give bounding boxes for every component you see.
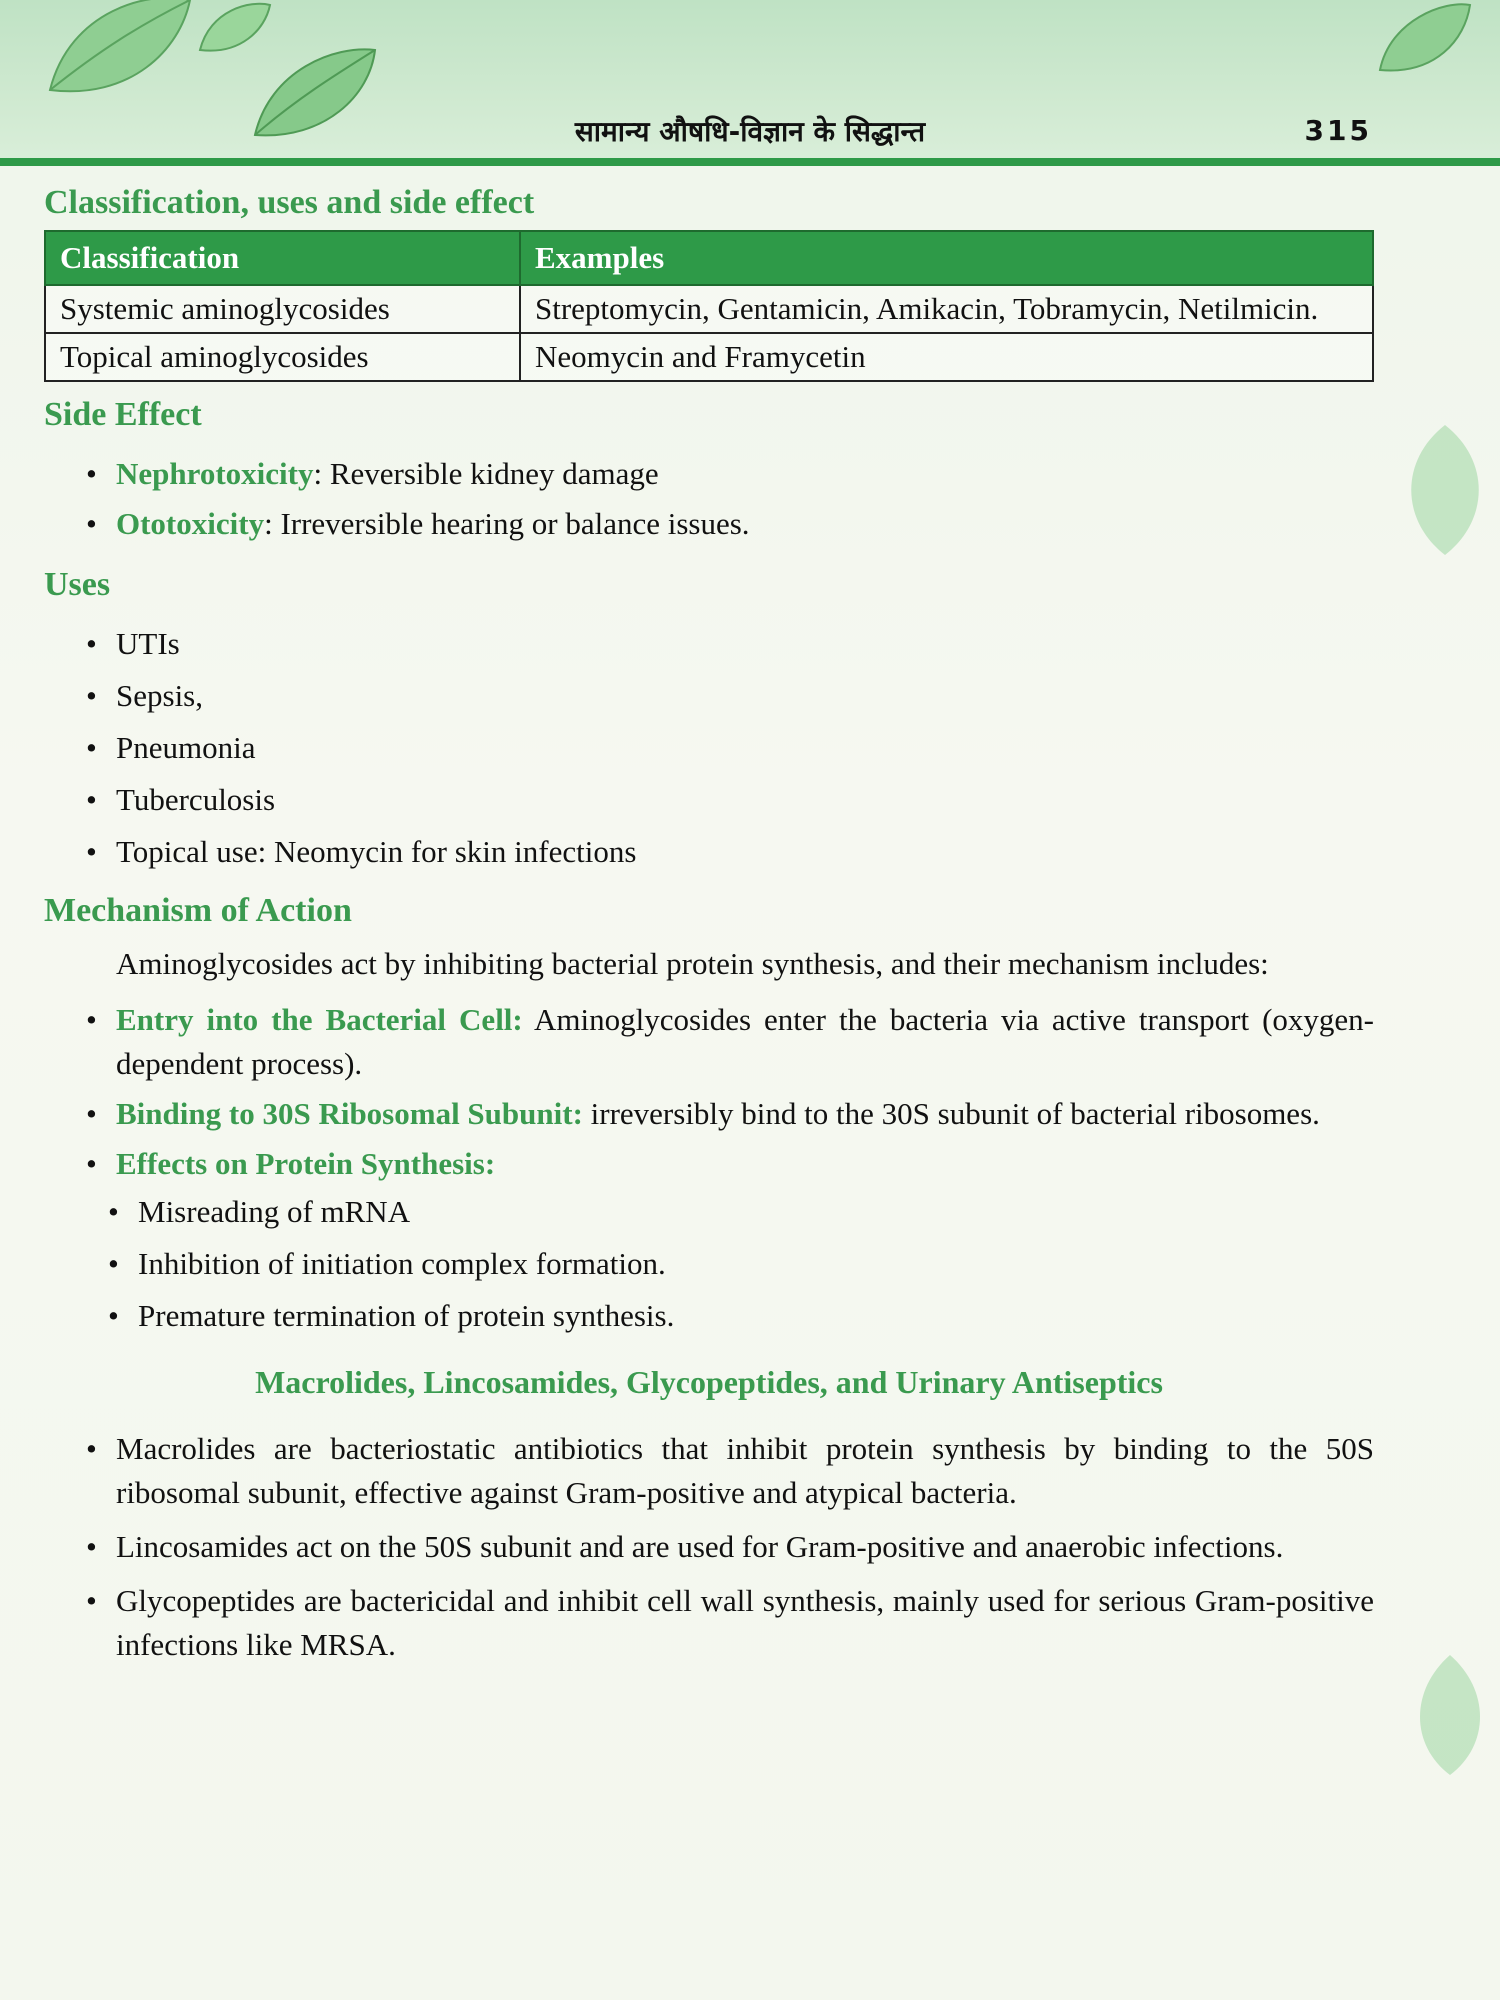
sub-list-item: • Misreading of mRNA [108,1190,1374,1234]
list-item: • Macrolides are bacteriostatic antibiotics that inhibit protein synthesis by binding to the 50S ribosomal subunit, effective against Gram-positive and atypical bacteria. [86,1427,1374,1515]
mechanism-intro: Aminoglycosides act by inhibiting bacterial protein synthesis, and their mechanism includes: [116,946,1269,981]
mechanism-heading: Mechanism of Action [44,892,352,929]
running-title: सामान्य औषधि-विज्ञान के सिद्धान्त [574,115,926,148]
term-description: irreversibly bind to the 30S subunit of bacterial ribosomes. [582,1096,1320,1131]
page-number: 315 [1304,114,1372,147]
list-item: • Topical use: Neomycin for skin infections [86,830,1374,874]
list-item [86,998,1374,1086]
table-cell: Streptomycin, Gentamicin, Amikacin, Tobramycin, Netilmicin. [520,285,1373,333]
column-header: Classification [45,231,520,285]
classification-heading: Classification, uses and side effect [44,184,535,221]
term: Effects on Protein Synthesis: [116,1146,496,1181]
column-header: Examples [520,231,1373,285]
table-row [45,333,1373,381]
list-item: • Sepsis, [86,674,1374,718]
classification-table [44,230,1374,382]
table-header-row [45,231,1373,285]
side-effect-heading: Side Effect [44,396,202,433]
header-rule [0,158,1500,166]
uses-heading: Uses [44,566,111,603]
term: Binding to 30S Ribosomal Subunit: [116,1096,583,1131]
table-cell: Systemic aminoglycosides [45,285,520,333]
leaf-decoration-icon [1375,0,1475,80]
term-description: : Reversible kidney damage [313,456,659,491]
term-description: : Irreversible hearing or balance issues. [264,506,750,541]
list-item: • Lincosamides act on the 50S subunit and are used for Gram-positive and anaerobic infections. [86,1525,1374,1569]
page-content [44,184,1374,1667]
table-cell: Topical aminoglycosides [45,333,520,381]
macrolides-heading: Macrolides, Lincosamides, Glycopeptides, and Urinary Antiseptics [255,1364,1163,1400]
leaf-decoration-icon [40,0,200,110]
table-cell: Neomycin and Framycetin [520,333,1373,381]
sub-list-item: • Inhibition of initiation complex formation. [108,1242,1374,1286]
list-item: • UTIs [86,622,1374,666]
list-item [86,502,1374,546]
sub-list-item: • Premature termination of protein synthesis. [108,1294,1374,1338]
list-item: • Tuberculosis [86,778,1374,822]
list-item [86,452,1374,496]
term-description: Aminoglycosides enter the bacteria via active transport (oxygen-dependent process). [116,1002,1374,1081]
term: Nephrotoxicity [116,456,314,491]
leaf-decoration-icon [1405,1650,1495,1780]
list-item [86,1092,1374,1136]
list-item: • Glycopeptides are bactericidal and inhibit cell wall synthesis, mainly used for serious Gram-positive infections like MRSA. [86,1579,1374,1667]
list-item: • Pneumonia [86,726,1374,770]
term: Entry into the Bacterial Cell: [116,1002,523,1037]
leaf-decoration-icon [1395,420,1495,560]
table-row [45,285,1373,333]
list-item [86,1142,1374,1186]
term: Ototoxicity [116,506,265,541]
